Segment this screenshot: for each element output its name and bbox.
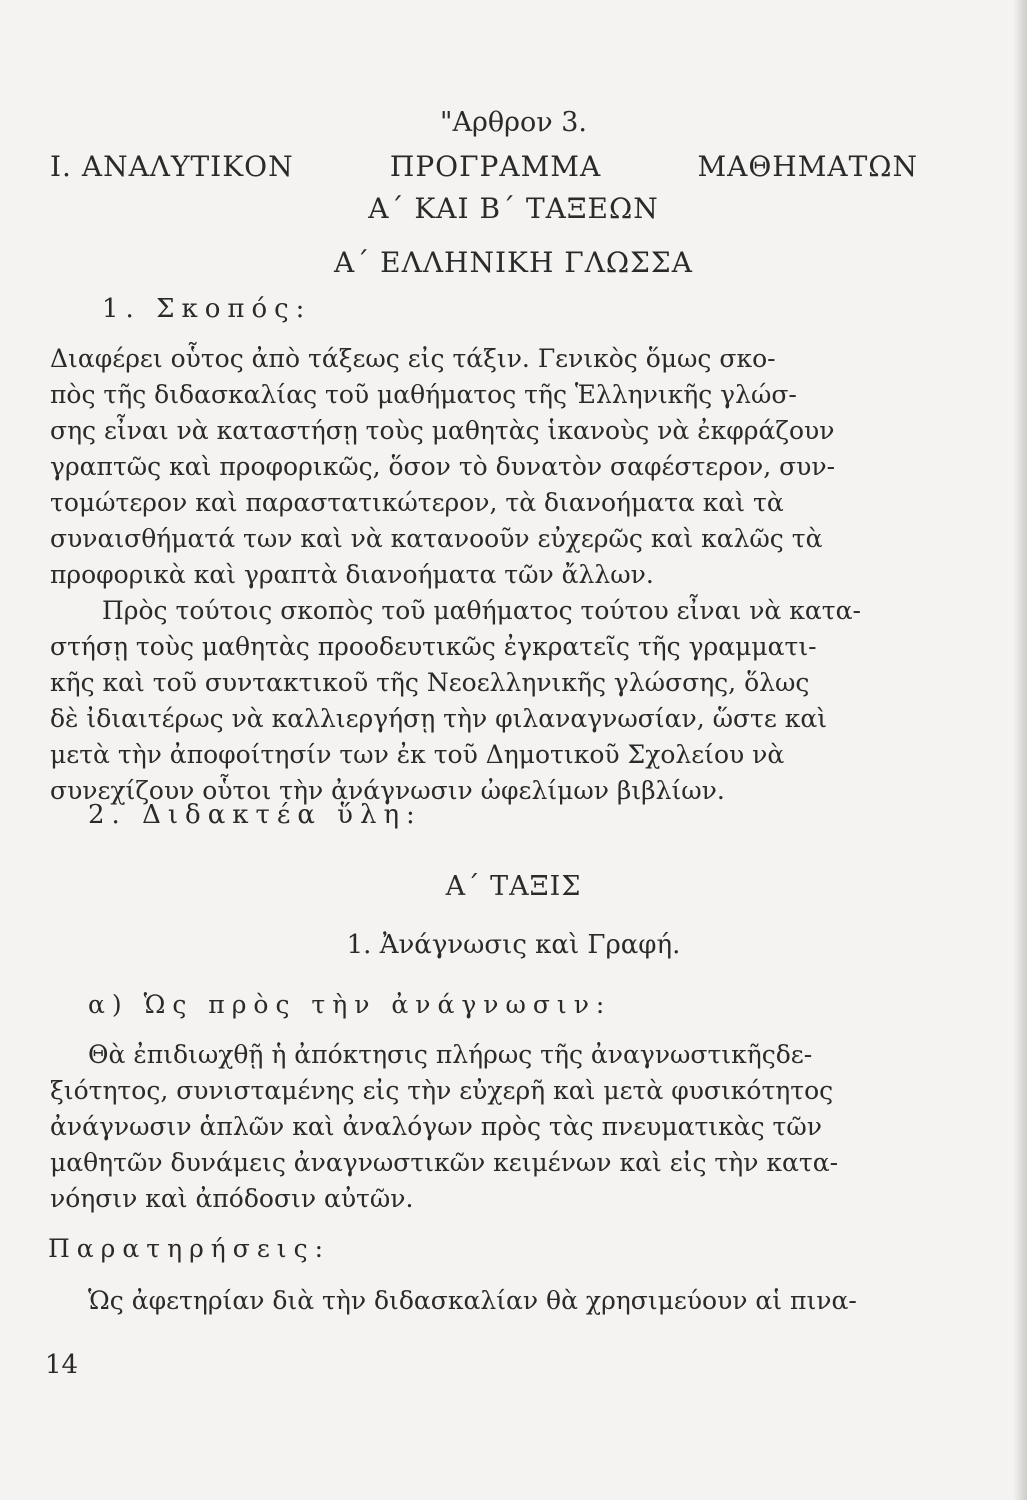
title-part-1: Ι. ΑΝΑΛΥΤΙΚΟΝ (50, 150, 294, 183)
aim-line-9: στήσῃ τοὺς μαθητὰς προοδευτικῶς ἐγκρατεῖς τῆς γραμματι- (50, 632, 817, 661)
aim-line-12: μετὰ τὴν ἀποφοίτησίν των ἐκ τοῦ Δημοτικοῦ Σχολείου νὰ (50, 740, 785, 769)
program-subtitle: Α΄ ΚΑΙ Β΄ ΤΑΞΕΩΝ (368, 192, 659, 225)
reading-line-1: Θὰ ἐπιδιωχθῇ ἡ ἀπόκτησις πλήρως τῆς ἀναγνωστικῆςδε- (88, 1040, 813, 1069)
aim-line-5: τομώτερον καὶ παραστατικώτερον, τὰ διανοήματα καὶ τὰ (50, 488, 784, 517)
reading-heading: α) Ὡς πρὸς τὴν ἀνάγνωσιν: (88, 990, 612, 1019)
remarks-heading: Παρατηρήσεις: (48, 1234, 330, 1263)
title-part-2: ΠΡΟΓΡΑΜΜΑ (389, 150, 602, 183)
aim-line-10: κῆς καὶ τοῦ συντακτικοῦ τῆς Νεοελληνικῆς γλώσσης, ὅλως (50, 668, 810, 697)
page-number: 14 (45, 1350, 79, 1380)
aim-line-4: γραπτῶς καὶ προφορικῶς, ὅσον τὸ δυνατὸν σαφέστερον, συν- (50, 452, 836, 481)
subsection-heading: 1. Ἀνάγνωσις καὶ Γραφή. (346, 930, 681, 960)
reading-line-3: ἀνάγνωσιν ἁπλῶν καὶ ἀναλόγων πρὸς τὰς πνευματικὰς τῶν (50, 1112, 822, 1141)
aim-line-13: συνεχίζουν οὗτοι τὴν ἀνάγνωσιν ὠφελίμων βιβλίων. (50, 776, 725, 805)
aim-line-1: Διαφέρει οὗτος ἀπὸ τάξεως εἰς τάξιν. Γενικὸς ὅμως σκο- (50, 344, 776, 373)
aim-line-8: Πρὸς τούτοις σκοπὸς τοῦ μαθήματος τούτου εἶναι νὰ κατα- (102, 596, 861, 625)
aim-line-11: δὲ ἰδιαιτέρως νὰ καλλιεργήσῃ τὴν φιλαναγνωσίαν, ὥστε καὶ (50, 704, 828, 733)
article-heading: "Αρθρον 3. (440, 107, 587, 138)
section-heading: Α΄ ΕΛΛΗΝΙΚΗ ΓΛΩΣΣΑ (334, 246, 693, 279)
remarks-line-1: Ὡς ἀφετηρίαν διὰ τὴν διδασκαλίαν θὰ χρησιμεύουν αἱ πινα- (88, 1286, 857, 1315)
aim-heading: 1. Σκοπός: (102, 294, 312, 324)
aim-line-3: σης εἶναι νὰ καταστήσῃ τοὺς μαθητὰς ἱκανοὺς νὰ ἐκφράζουν (50, 416, 835, 445)
aim-line-2: πὸς τῆς διδασκαλίας τοῦ μαθήματος τῆς Ἑλληνικῆς γλώσ- (50, 380, 797, 409)
aim-line-6: συναισθήματά των καὶ νὰ κατανοοῦν εὐχερῶς καὶ καλῶς τὰ (50, 524, 823, 553)
aim-line-7: προφορικὰ καὶ γραπτὰ διανοήματα τῶν ἄλλων. (50, 560, 654, 589)
program-title (50, 150, 918, 184)
class-heading: Α΄ ΤΑΞΙΣ (445, 871, 582, 902)
reading-line-5: νόησιν καὶ ἀπόδοσιν αὐτῶν. (50, 1184, 414, 1213)
material-heading: 2. Διδακτέα ὕλη: (88, 800, 422, 830)
title-part-3: ΜΑΘΗΜΑΤΩΝ (697, 150, 918, 183)
reading-line-2: ξιότητος, συνισταμένης εἰς τὴν εὐχερῆ καὶ μετὰ φυσικότητος (50, 1076, 834, 1105)
reading-line-4: μαθητῶν δυνάμεις ἀναγνωστικῶν κειμένων καὶ εἰς τὴν κατα- (50, 1148, 839, 1177)
